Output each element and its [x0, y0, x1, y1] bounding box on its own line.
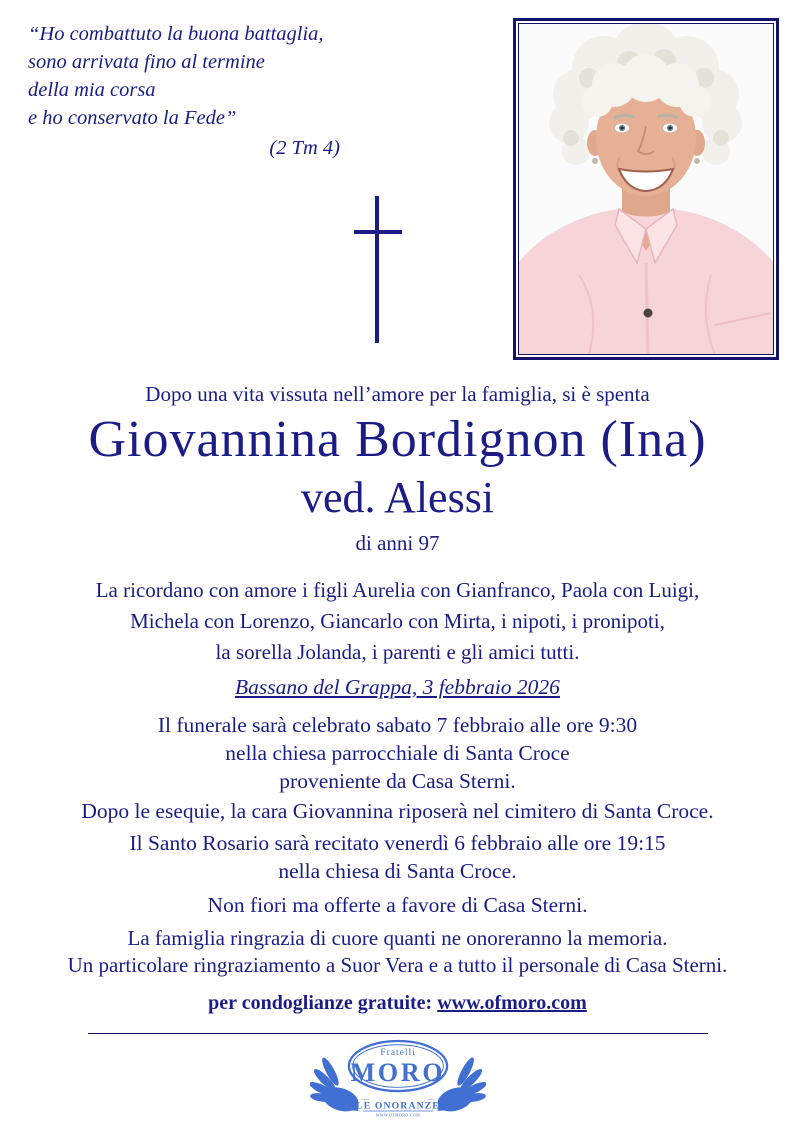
quote-line: della mia corsa	[28, 79, 156, 101]
funeral-home-logo	[0, 1038, 795, 1124]
logo-moro-text: MORO	[350, 1057, 445, 1087]
earring	[694, 158, 700, 164]
thanks-paragraph	[0, 925, 795, 979]
funeral-line: nella chiesa parrocchiale di Santa Croce	[225, 741, 570, 765]
rosary-notice	[0, 829, 795, 885]
rosary-line: Il Santo Rosario sarà recitato venerdì 6 febbraio alle ore 19:15	[129, 831, 666, 855]
family-line: Michela con Lorenzo, Giancarlo con Mirta, i nipoti, i pronipoti,	[130, 609, 665, 633]
age-text: di anni 97	[355, 531, 440, 555]
condolences-link[interactable]: www.ofmoro.com	[437, 992, 587, 1014]
shirt-button	[644, 309, 653, 318]
divider	[88, 1033, 708, 1034]
family-paragraph	[0, 575, 795, 668]
portrait-photo	[518, 23, 774, 355]
quote-line: sono arrivata fino al termine	[28, 51, 265, 73]
thanks-line: La famiglia ringrazia di cuore quanti ne onoreranno la memoria.	[127, 926, 668, 950]
quote-attribution: (2 Tm 4)	[269, 137, 340, 159]
widow-name: ved. Alessi	[300, 473, 495, 522]
pink-shirt	[519, 209, 773, 354]
family-line: la sorella Jolanda, i parenti e gli amici tutti.	[215, 640, 580, 664]
condolences-prefix: per condoglianze gratuite:	[208, 992, 438, 1014]
logo-fratelli-text: Fratelli	[379, 1046, 416, 1058]
cross-horizontal-bar	[354, 230, 402, 234]
announcement-body	[0, 375, 795, 1124]
logo-website-text: WWW.OFMORO.COM	[375, 1113, 420, 1118]
funeral-line: proveniente da Casa Sterni.	[279, 769, 516, 793]
offerings-notice: Non fiori ma offerte a favore di Casa Sterni.	[207, 893, 588, 917]
portrait-photo-frame	[513, 18, 779, 360]
rosary-line: nella chiesa di Santa Croce.	[278, 859, 517, 883]
quote-line: e ho conservato la Fede”	[28, 107, 237, 129]
burial-notice: Dopo le esequie, la cara Giovannina riposerà nel cimitero di Santa Croce.	[81, 799, 714, 823]
moro-logo	[310, 1038, 486, 1120]
earring	[592, 158, 598, 164]
scripture-quote	[28, 20, 350, 162]
thanks-line: Un particolare ringraziamento a Suor Vera e a tutto il personale di Casa Sterni.	[67, 953, 728, 977]
condolences-line	[0, 991, 795, 1015]
deceased-name: Giovannina Bordignon (Ina)	[88, 411, 707, 468]
funeral-notice	[0, 711, 795, 795]
logo-subtitle-text: LE ONORANZE	[355, 1100, 440, 1112]
cross-icon	[354, 196, 402, 343]
cross-vertical-bar	[375, 196, 379, 343]
quote-line: “Ho combattuto la buona battaglia,	[28, 23, 324, 45]
funeral-line: Il funerale sarà celebrato sabato 7 febbraio alle ore 9:30	[157, 713, 638, 737]
portrait-illustration	[519, 24, 773, 354]
intro-text: Dopo una vita vissuta nell’amore per la famiglia, si è spenta	[145, 382, 650, 406]
family-line: La ricordano con amore i figli Aurelia con Gianfranco, Paola con Luigi,	[95, 578, 700, 602]
dateline: Bassano del Grappa, 3 febbraio 2026	[235, 675, 560, 699]
